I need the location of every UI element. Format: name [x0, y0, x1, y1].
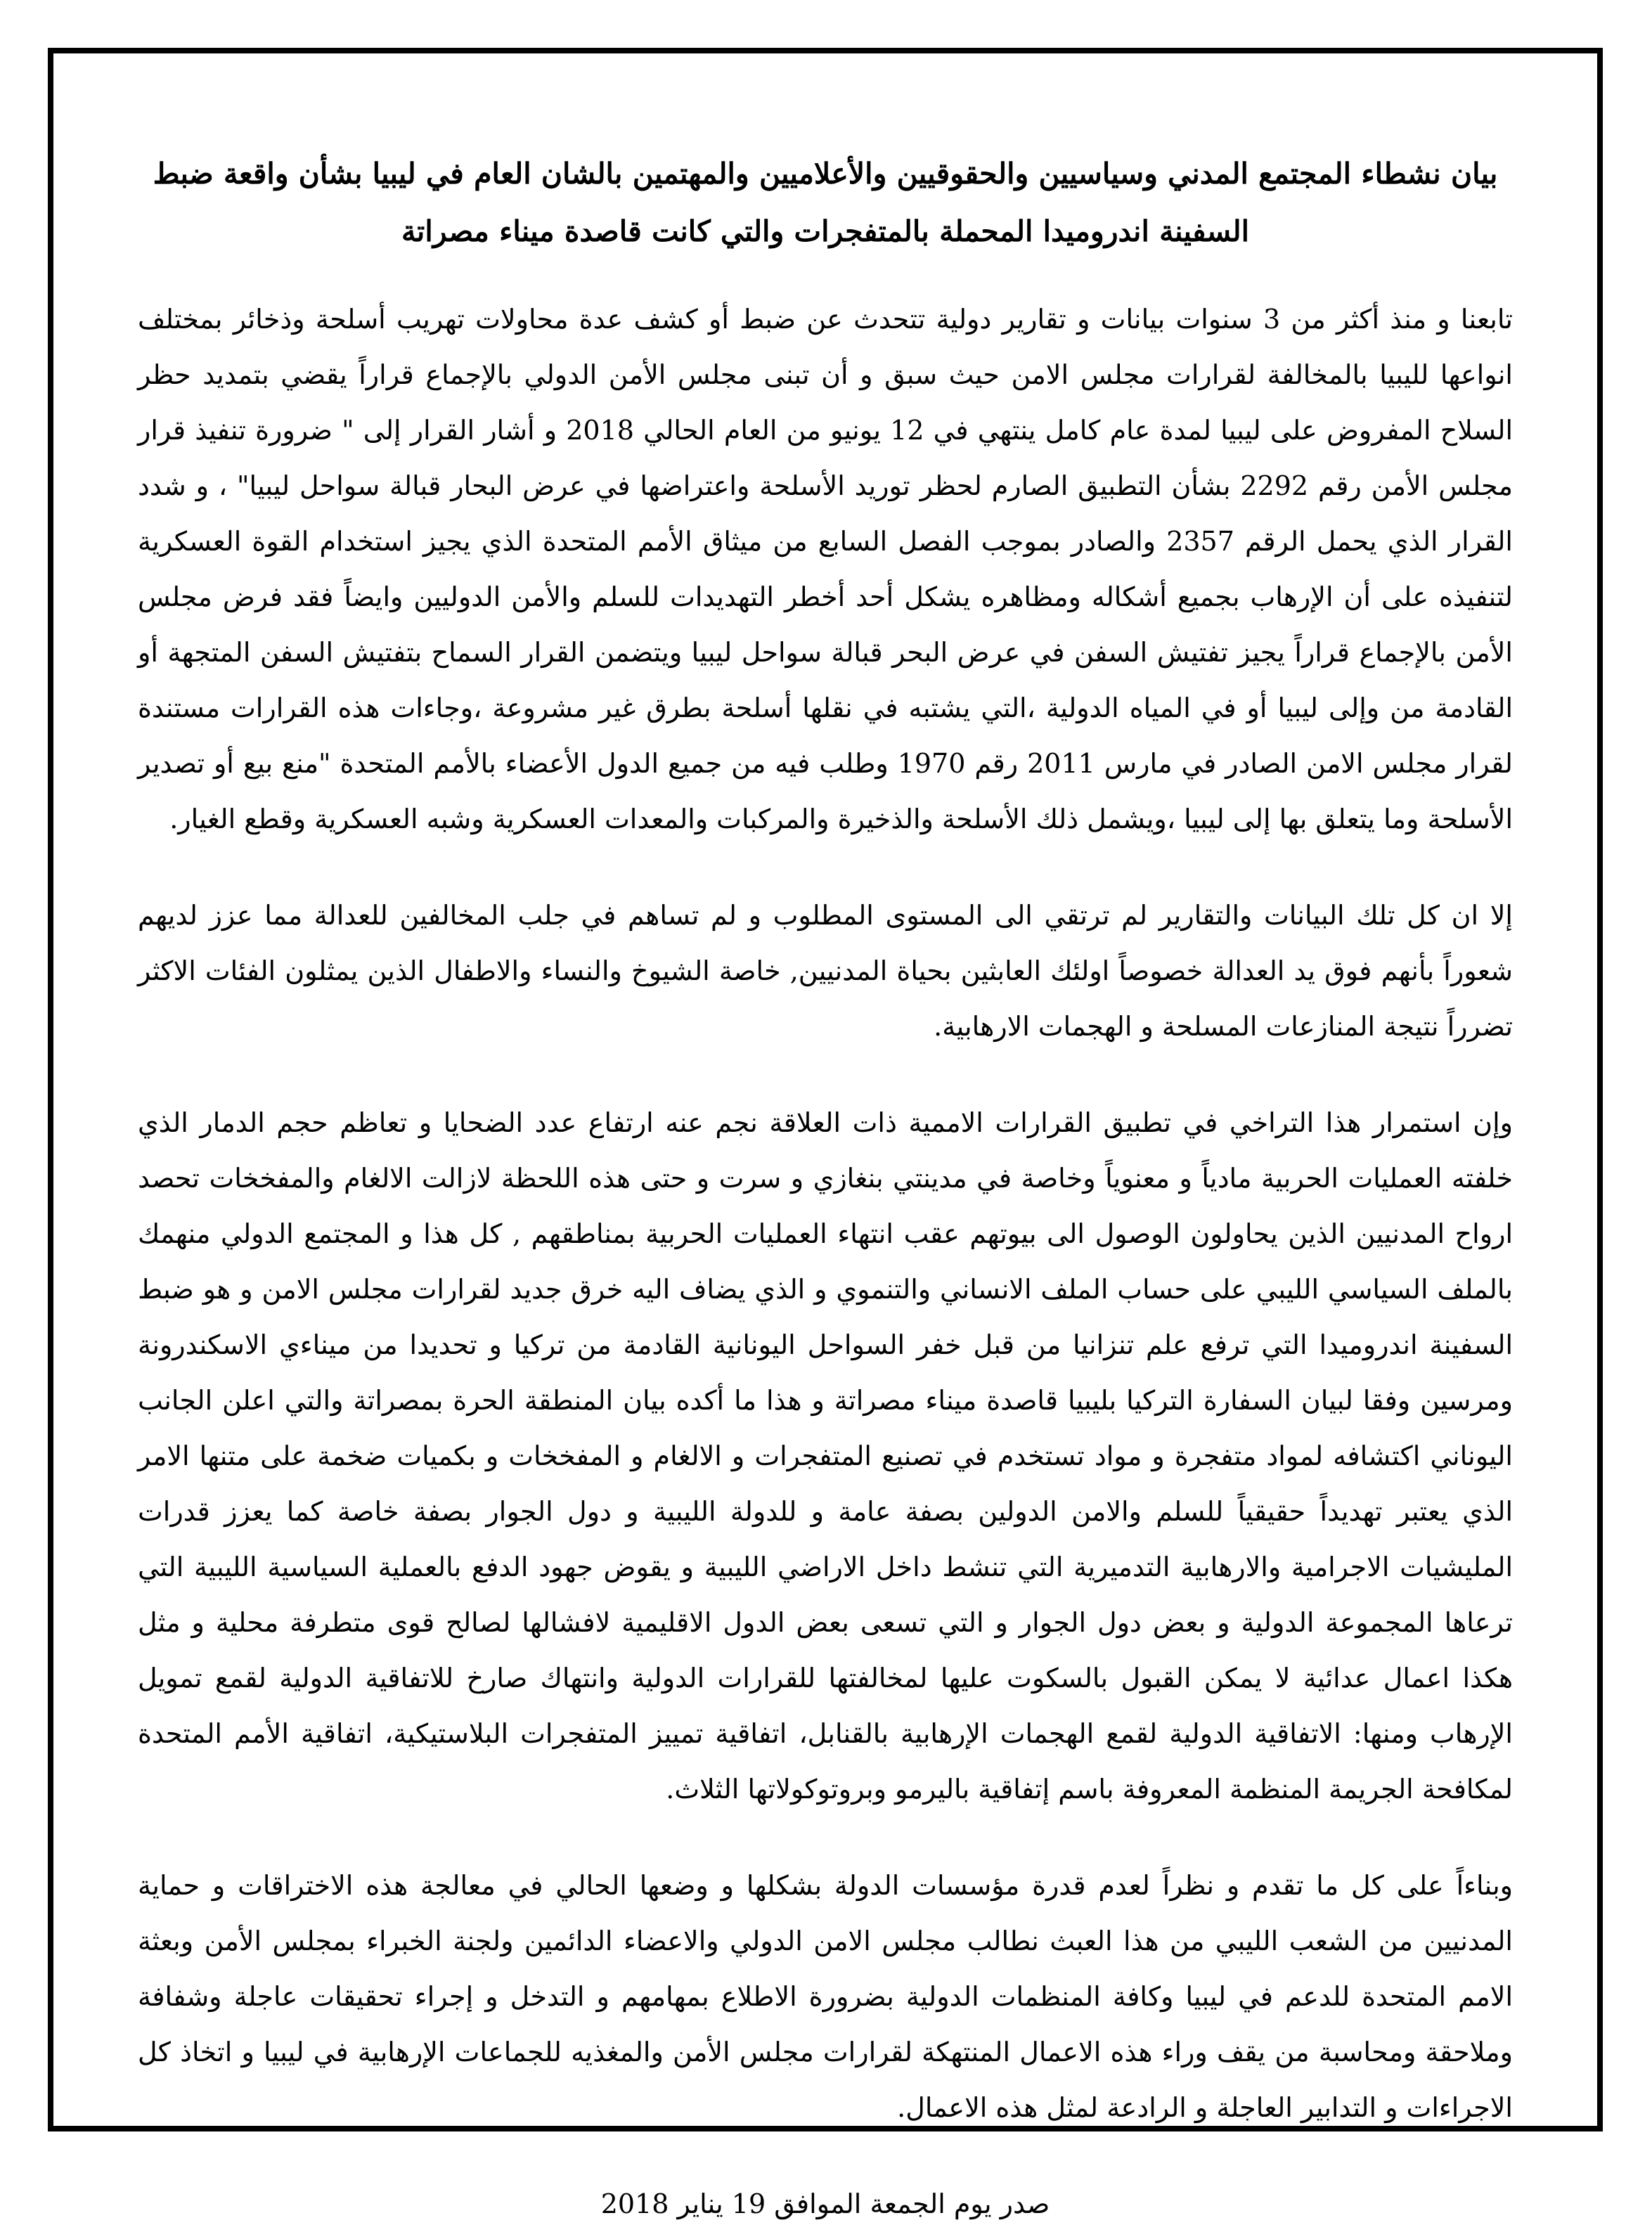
paragraph-2: إلا ان كل تلك البيانات والتقارير لم ترتقي الى المستوى المطلوب و لم تساهم في جلب المخالفين للعدالة مما عزز لديهم شعوراً بأنهم فوق يد العدالة خصوصاً اولئك العابثين بحياة المدنيين, خاصة الشيوخ والنساء والاطفال الذين يمثلون الفئات الاكثر تضرراً نتيجة المنازعات المسلحة و الهجمات الارهابية.: [138, 900, 1513, 1042]
paragraph-4: وبناءاً على كل ما تقدم و نظراً لعدم قدرة مؤسسات الدولة بشكلها و وضعها الحالي في معالجة هذه الاختراقات و حماية المدنيين من الشعب الليبي من هذا العبث نطالب مجلس الامن الدولي والاعضاء الدائمين ولجنة الخبراء بمجلس الأمن وبعثة الامم المتحدة للدعم في ليبيا وكافة المنظمات الدولية بضرورة الاطلاع بمهامهم و التدخل و إجراء تحقيقات عاجلة وشفافة وملاحقة ومحاسبة من يقف وراء هذه الاعمال المنتهكة لقرارات مجلس الأمن والمغذيه للجماعات الإرهابية في ليبيا و اتخاذ كل الاجراءات و التدابير العاجلة و الرادعة لمثل هذه الاعمال.: [138, 1870, 1513, 2123]
issue-date: صدر يوم الجمعة الموافق 19 يناير 2018: [600, 2188, 1050, 2219]
paragraph-3: وإن استمرار هذا التراخي في تطبيق القرارات الاممية ذات العلاقة نجم عنه ارتفاع عدد الضحايا و تعاظم حجم الدمار الذي خلفته العمليات الحربية مادياً و معنوياً وخاصة في مدينتي بنغازي و سرت و حتى هذه اللحظة لازالت الالغام والمفخخات تحصد ارواح المدنيين الذين يحاولون الوصول الى بيوتهم عقب انتهاء العمليات الحربية بمناطقهم , كل هذا و المجتمع الدولي منهمك بالملف السياسي الليبي على حساب الملف الانساني والتنموي و الذي يضاف اليه خرق جديد لقرارات مجلس الامن و هو ضبط السفينة اندروميدا التي ترفع علم تنزانيا من قبل خفر السواحل اليونانية القادمة من تركيا و تحديدا من ميناءي الاسكندرونة ومرسين وفقا لبيان السفارة التركيا بليبيا قاصدة ميناء مصراتة و هذا ما أكده بيان المنطقة الحرة بمصراتة والتي اعلن الجانب اليوناني اكتشافه لمواد متفجرة و مواد تستخدم في تصنيع المتفجرات و الالغام و المفخخات و بكميات ضخمة على متنها الامر الذي يعتبر تهديداً حقيقياً للسلم والامن الدولين بصفة عامة و للدولة الليبية و دول الجوار بصفة خاصة كما يعزز قدرات المليشيات الاجرامية والارهابية التدميرية التي تنشط داخل الاراضي الليبية و يقوض جهود الدفع بالعملية السياسية الليبية التي ترعاها المجموعة الدولية و بعض دول الجوار و التي تسعى بعض الدول الاقليمية لافشالها لصالح قوى متطرفة محلية و مثل هكذا اعمال عدائية لا يمكن القبول بالسكوت عليها لمخالفتها للقرارات الدولية وانتهاك صارخ للاتفاقية الدولية لقمع تمويل الإرهاب ومنها: الاتفاقية الدولية لقمع الهجمات الإرهابية بالقنابل، اتفاقية تمييز المتفجرات البلاستيكية، اتفاقية الأمم المتحدة لمكافحة الجريمة المنظمة المعروفة باسم إتفاقية باليرمو وبروتوكولاتها الثلاث.: [138, 1107, 1514, 1805]
document-title: بيان نشطاء المجتمع المدني وسياسيين والحقوقيين والأعلاميين والمهتمين بالشان العام في ليبيا بشأن واقعة ضبط السفينة اندروميدا المحملة بالمتفجرات والتي كانت قاصدة ميناء مصراتة: [153, 157, 1498, 248]
document-body: [138, 145, 1513, 2232]
document-border: [48, 48, 1603, 2219]
paragraph-1: تابعنا و منذ أكثر من 3 سنوات بيانات و تقارير دولية تتحدث عن ضبط أو كشف عدة محاولات تهريب أسلحة وذخائر بمختلف انواعها لليبيا بالمخالفة لقرارات مجلس الامن حيث سبق و أن تبنى مجلس الأمن الدولي بالإجماع قراراً يقضي بتمديد حظر السلاح المفروض على ليبيا لمدة عام كامل ينتهي في 12 يونيو من العام الحالي 2018 و أشار القرار إلى " ضرورة تنفيذ قرار مجلس الأمن رقم 2292 بشأن التطبيق الصارم لحظر توريد الأسلحة واعتراضها في عرض البحار قبالة سواحل ليبيا" ، و شدد القرار الذي يحمل الرقم 2357 والصادر بموجب الفصل السابع من ميثاق الأمم المتحدة الذي يجيز استخدام القوة العسكرية لتنفيذه على أن الإرهاب بجميع أشكاله ومظاهره يشكل أحد أخطر التهديدات للسلم والأمن الدوليين وايضاً فقد فرض مجلس الأمن بالإجماع قراراً يجيز تفتيش السفن في عرض البحر قبالة سواحل ليبيا ويتضمن القرار السماح بتفتيش السفن المتجهة أو القادمة من وإلى ليبيا أو في المياه الدولية ،التي يشتبه في نقلها أسلحة بطرق غير مشروعة ،وجاءات هذه القرارات مستندة لقرار مجلس الامن الصادر في مارس 2011 رقم 1970 وطلب فيه من جميع الدول الأعضاء بالأمم المتحدة "منع بيع أو تصدير الأسلحة وما يتعلق بها إلى ليبيا ،ويشمل ذلك الأسلحة والذخيرة والمركبات والمعدات العسكرية وشبه العسكرية وقطع الغيار.: [138, 304, 1514, 834]
